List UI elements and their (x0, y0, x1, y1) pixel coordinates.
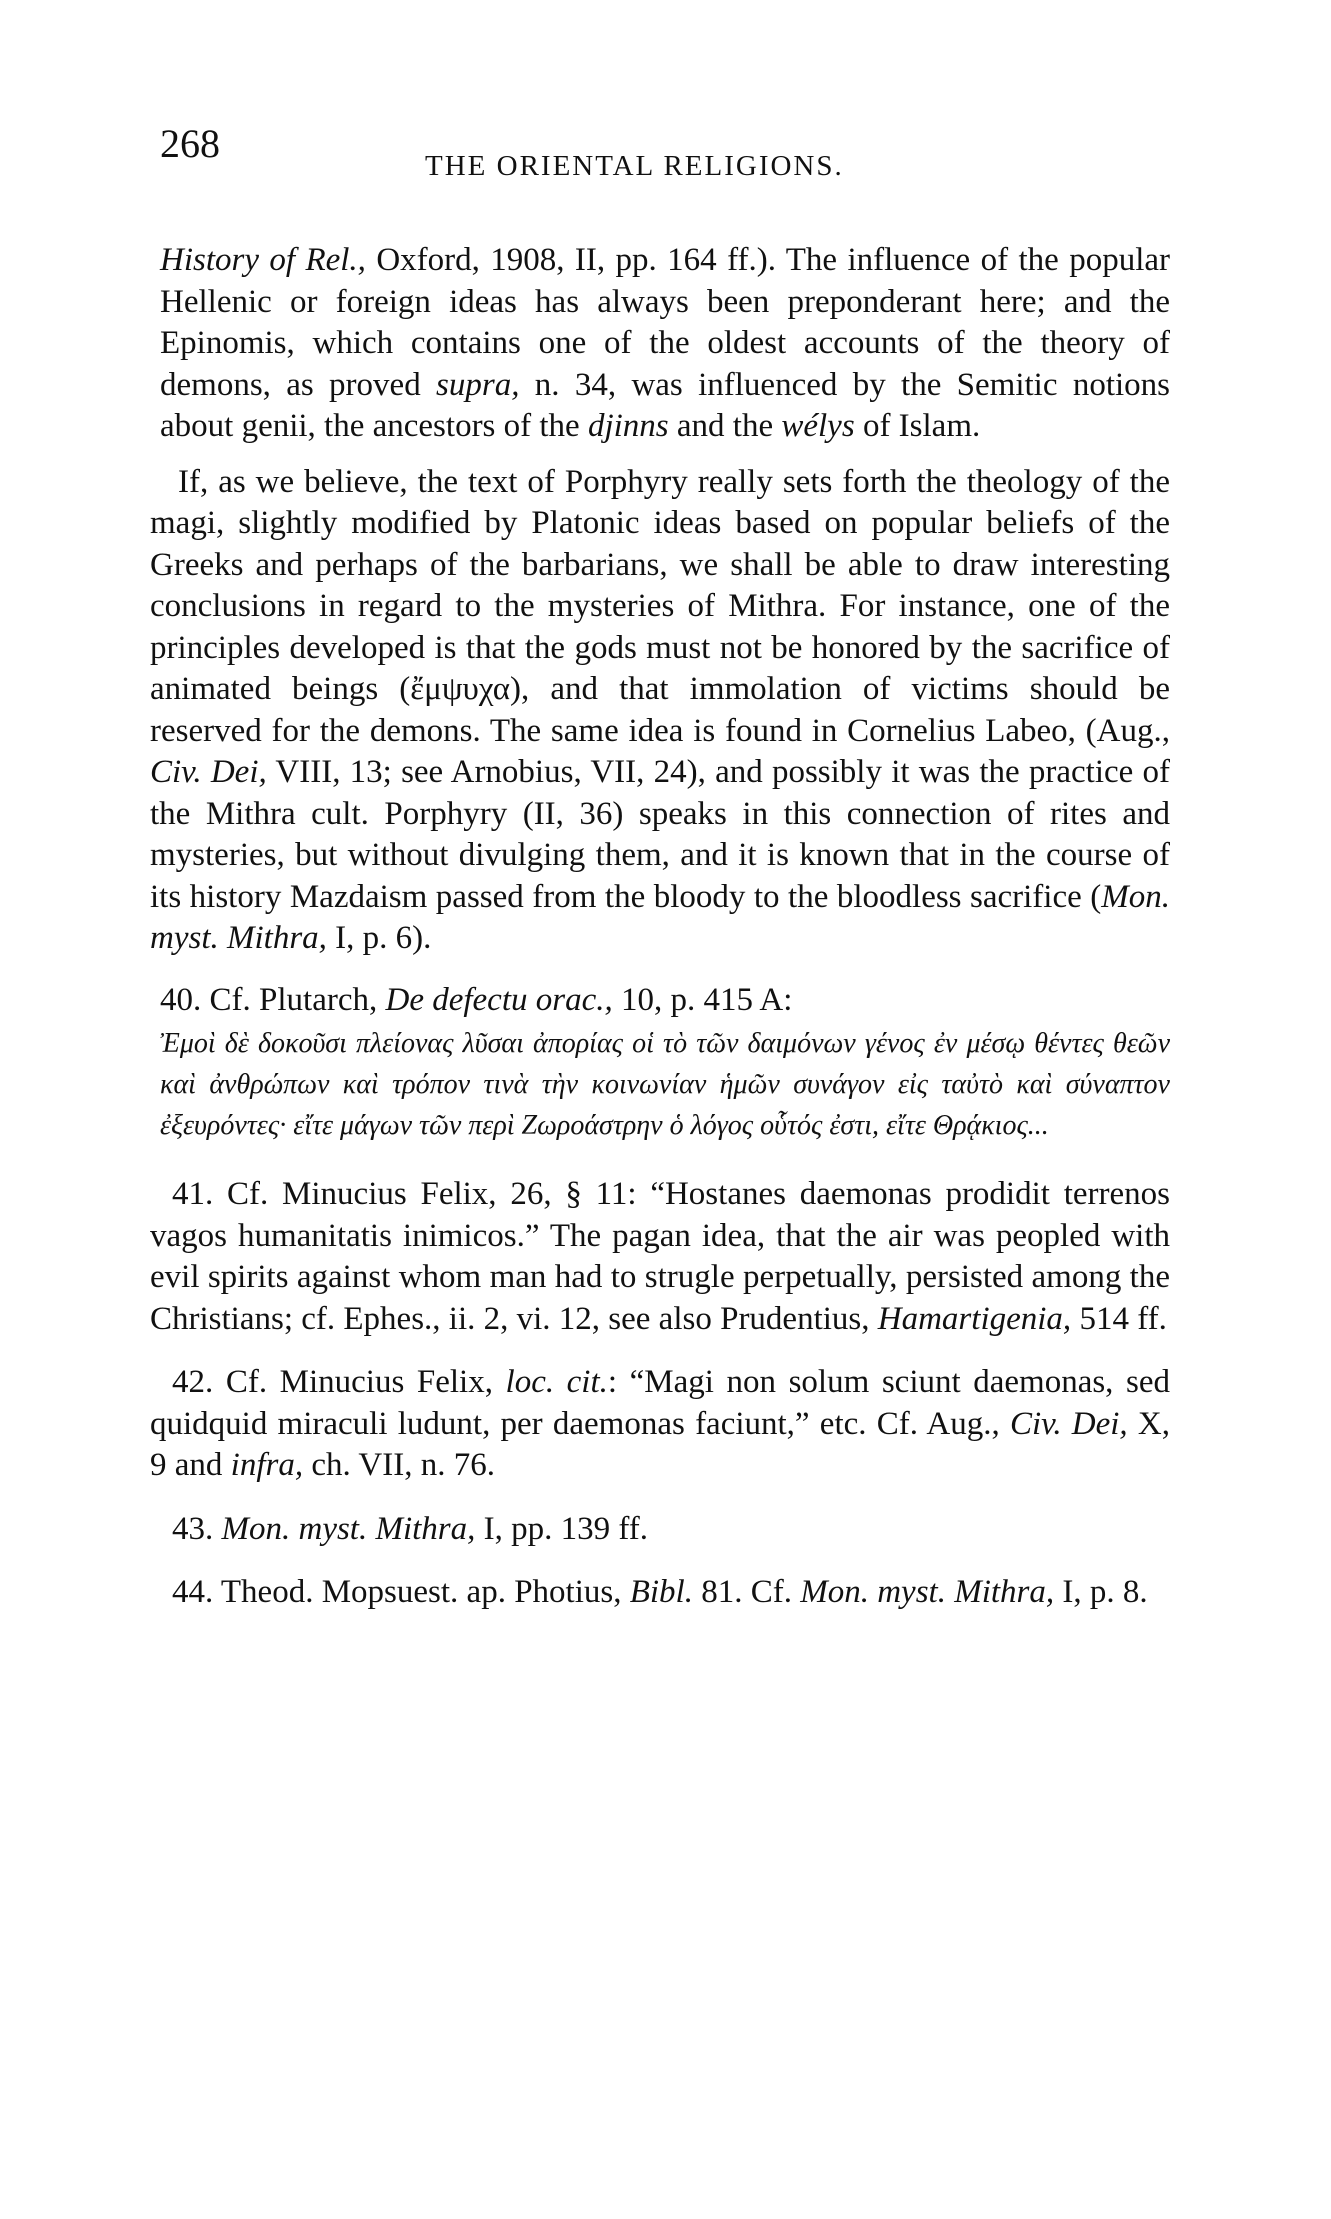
text-run: 40. Cf. Plutarch, (160, 981, 386, 1018)
italic-text: Civ. Dei, (1009, 1405, 1128, 1442)
text-run: n. 34, was influenced by the Semitic notions about genii, the ancestors of the (160, 366, 1170, 444)
text-run: If, as we believe, the text of Porphyry really sets forth the theology of the magi, slightly modified by Platonic ideas based on popular beliefs of the Greeks and perhaps of the barbarians, we shall be able to draw interesting conclusions in regard to the mysteries of Mithra. For instance, one of the principles developed is that the gods must not be honored by the sacrifice of animated beings (ἔμψυχα), and that immolation of victims should be reserved for the demons. The same idea is found in Cornelius Labeo, (Aug., (150, 463, 1170, 749)
italic-text: Mon. myst. Mithra, (800, 1574, 1055, 1610)
note-41 (140, 1174, 1170, 1340)
italic-text: Mon. myst. Mithra, (221, 1510, 476, 1547)
italic-text: Hamartigenia, (877, 1300, 1072, 1337)
text-run: 43. (172, 1510, 222, 1547)
page-number: 268 (160, 121, 220, 166)
italic-text: History of Rel., (160, 242, 366, 278)
italic-text: Civ. Dei, (150, 754, 267, 790)
text-run: I, p. 8. (1054, 1574, 1148, 1610)
running-head (140, 120, 1170, 190)
text-run: 41. Cf. Minucius Felix, 26, § 11: “Hostanes daemonas prodidit terrenos vagos humanitatis inimicos.” The pagan idea, that the air was peopled with evil spirits against whom man had to strugle perpetually, persisted among the Christians; cf. Ephes., ii. 2, vi. 12, see also Prudentius, (150, 1176, 1170, 1337)
text-run: : “Magi non solum sciunt daemonas, sed quidquid miraculi ludunt, per daemonas faciunt,” etc. Cf. Aug., (150, 1364, 1170, 1442)
italic-text: De defectu orac., (385, 981, 613, 1018)
text-run: 514 ff. (1071, 1300, 1167, 1337)
italic-text: loc. cit. (505, 1364, 608, 1400)
text-run: Oxford, 1908, II, pp. 164 ff.). The influence of the popular Hellenic or foreign ideas has always been preponderant here; and the Epinomis, which contains one of the oldest accounts of the theory of demons, as proved (160, 242, 1170, 403)
note-42 (140, 1362, 1170, 1487)
italic-text: wélys (781, 408, 855, 444)
continued-note-paragraph (140, 240, 1170, 448)
italic-text: djinns (587, 408, 669, 444)
note-44 (140, 1572, 1170, 1614)
text-run: 44. Theod. Mopsuest. ap. Photius, (172, 1574, 630, 1610)
text-run: 81. Cf. (692, 1574, 801, 1610)
text-run: 10, p. 415 A: (612, 981, 793, 1018)
note-40 (140, 980, 1170, 1147)
text-run: I, p. 6). (326, 920, 432, 956)
text-run: I, pp. 139 ff. (475, 1510, 649, 1547)
italic-text: Mon. myst. Mithra, (150, 878, 1170, 956)
text-run: ch. VII, n. 76. (303, 1447, 495, 1483)
italic-text: infra, (230, 1447, 304, 1483)
italic-text: supra, (436, 366, 520, 403)
text-run: of Islam. (854, 408, 981, 444)
greek-quotation: Ἐμοὶ δὲ δοκοῦσι πλείονας λῦσαι ἀπορίας οἱ τὸ τῶν δαιμόνων γένος ἐν μέσῳ θέντες θεῶν καὶ ἀνθρώπων καὶ τρόπον τινὰ τὴν κοινωνίαν ἡμῶν συνάγον εἰς ταὐτὸ καὶ σύναπτον ἐξευρόντες· εἴτε μάγων τῶν περὶ Ζωροάστρην ὁ λόγος οὗτός ἐστι, εἴτε Θρᾴκιος... (160, 1028, 1170, 1141)
page-content (140, 120, 1170, 1614)
note-43 (140, 1509, 1170, 1551)
text-run: X, 9 and (150, 1405, 1170, 1483)
running-title: THE ORIENTAL RELIGIONS. (425, 150, 844, 182)
note-40-citation (160, 980, 1170, 1022)
text-run: and the (668, 408, 782, 444)
text-run: 42. Cf. Minucius Felix, (172, 1364, 506, 1400)
porphyry-paragraph (140, 462, 1170, 960)
italic-text: Bibl. (629, 1574, 693, 1610)
text-run: VIII, 13; see Arnobius, VII, 24), and possibly it was the practice of the Mithra cult. Porphyry (II, 36) speaks in this connection of rites and mysteries, but without divulging them, and it is known that in the course of its history Mazdaism passed from the bloody to the bloodless sacrifice ( (150, 754, 1170, 915)
